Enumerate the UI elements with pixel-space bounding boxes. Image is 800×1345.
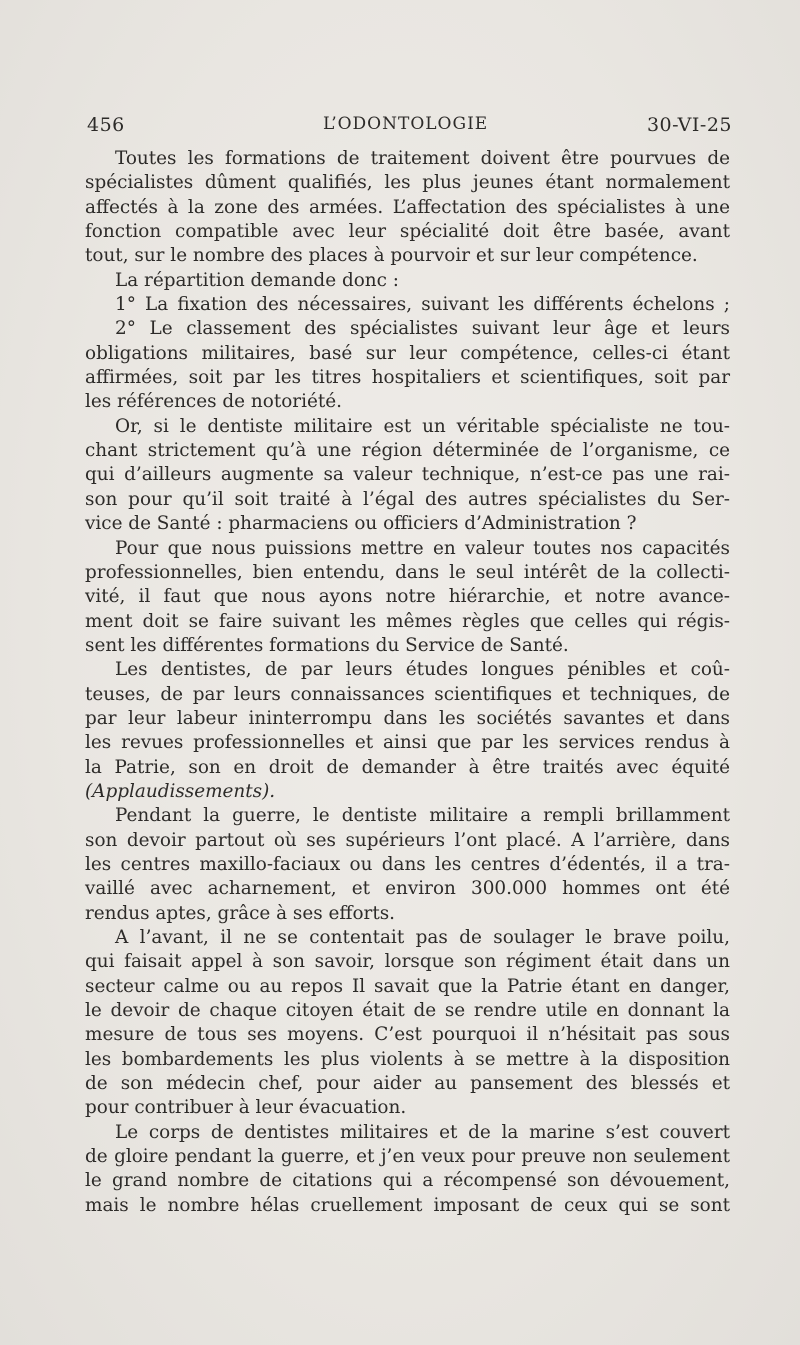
- page-header: [87, 114, 737, 138]
- text-line: tout, sur le nombre des places à pourvoir et sur leur compétence.: [85, 245, 698, 267]
- text-line: la Patrie, son en droit de demander à être traités avec équité: [85, 756, 730, 778]
- text-line: mais le nombre hélas cruellement imposant de ceux qui se sont: [85, 1194, 730, 1216]
- text-line: Pendant la guerre, le dentiste militaire a rempli brillamment: [115, 805, 730, 827]
- running-title: L’ODONTOLOGIE: [323, 114, 489, 134]
- text-line: La répartition demande donc :: [115, 269, 399, 291]
- page-number: 456: [87, 114, 125, 136]
- text-line: A l’avant, il ne se contentait pas de soulager le brave poilu,: [115, 927, 730, 948]
- text-line: affectés à la zone des armées. L’affectation des spécialistes à une: [85, 196, 730, 218]
- text-line: (Applaudissements).: [85, 780, 276, 802]
- text-line: son devoir partout où ses supérieurs l’ont placé. A l’arrière, dans: [85, 829, 730, 851]
- text-line: mesure de tous ses moyens. C’est pourquoi il n’hésitait pas sous: [85, 1024, 730, 1046]
- text-line: ment doit se faire suivant les mêmes règles que celles qui régis-: [85, 610, 730, 632]
- text-line: qui d’ailleurs augmente sa valeur technique, n’est-ce pas une rai-: [85, 464, 730, 486]
- text-line: les bombardements les plus violents à se mettre à la disposition: [85, 1048, 730, 1070]
- text-line: Or, si le dentiste militaire est un véritable spécialiste ne tou-: [115, 415, 730, 437]
- text-line: le grand nombre de citations qui a récompensé son dévouement,: [85, 1170, 730, 1192]
- text-line: pour contribuer à leur évacuation.: [85, 1097, 407, 1119]
- text-line: rendus aptes, grâce à ses efforts.: [85, 902, 396, 924]
- text-line: les centres maxillo-faciaux ou dans les centres d’édentés, il a tra-: [85, 853, 730, 875]
- text-line: les références de notoriété.: [85, 391, 342, 413]
- text-line: 1° La fixation des nécessaires, suivant les différents échelons ;: [115, 294, 730, 316]
- text-line: de son médecin chef, pour aider au pansement des blessés et: [85, 1073, 730, 1095]
- text-line: de gloire pendant la guerre, et j’en veux pour preuve non seulement: [85, 1146, 730, 1168]
- text-line: les revues professionnelles et ainsi que par les services rendus à: [85, 732, 730, 754]
- text-line: affirmées, soit par les titres hospitaliers et scientifiques, soit par: [85, 367, 730, 389]
- text-line: le devoir de chaque citoyen était de se rendre utile en donnant la: [85, 1000, 730, 1022]
- text-line: qui faisait appel à son savoir, lorsque son régiment était dans un: [85, 951, 730, 973]
- text-line: fonction compatible avec leur spécialité doit être basée, avant: [85, 221, 730, 243]
- text-line: par leur labeur ininterrompu dans les sociétés savantes et dans: [85, 707, 730, 729]
- text-line: Pour que nous puissions mettre en valeur toutes nos capacités: [115, 537, 730, 559]
- text-line: chant strictement qu’à une région déterminée de l’organisme, ce: [85, 440, 730, 462]
- text-line: sent les différentes formations du Service de Santé.: [85, 634, 569, 656]
- text-line: vice de Santé : pharmaciens ou officiers d’Administration ?: [85, 513, 637, 535]
- text-line: spécialistes dûment qualifiés, les plus jeunes étant normalement: [85, 172, 730, 194]
- text-line: Le corps de dentistes militaires et de la marine s’est couvert: [115, 1121, 730, 1143]
- text-line: Les dentistes, de par leurs études longues pénibles et coû-: [115, 659, 730, 681]
- text-line: vaillé avec acharnement, et environ 300.000 hommes ont été: [85, 878, 730, 900]
- text-line: 2° Le classement des spécialistes suivant leur âge et leurs: [115, 318, 730, 340]
- text-line: secteur calme ou au repos Il savait que la Patrie étant en danger,: [85, 975, 730, 997]
- text-line: teuses, de par leurs connaissances scientifiques et techniques, de: [85, 683, 730, 705]
- text-line: obligations militaires, basé sur leur compétence, celles-ci étant: [85, 342, 730, 364]
- text-line: professionnelles, bien entendu, dans le seul intérêt de la collecti-: [85, 561, 730, 583]
- text-line: son pour qu’il soit traité à l’égal des autres spécialistes du Ser-: [85, 488, 730, 510]
- text-line: Toutes les formations de traitement doivent être pourvues de: [115, 148, 730, 169]
- text-line: vité, il faut que nous ayons notre hiérarchie, et notre avance-: [85, 586, 730, 608]
- body-text: [85, 147, 730, 1218]
- issue-date: 30-VI-25: [646, 114, 732, 136]
